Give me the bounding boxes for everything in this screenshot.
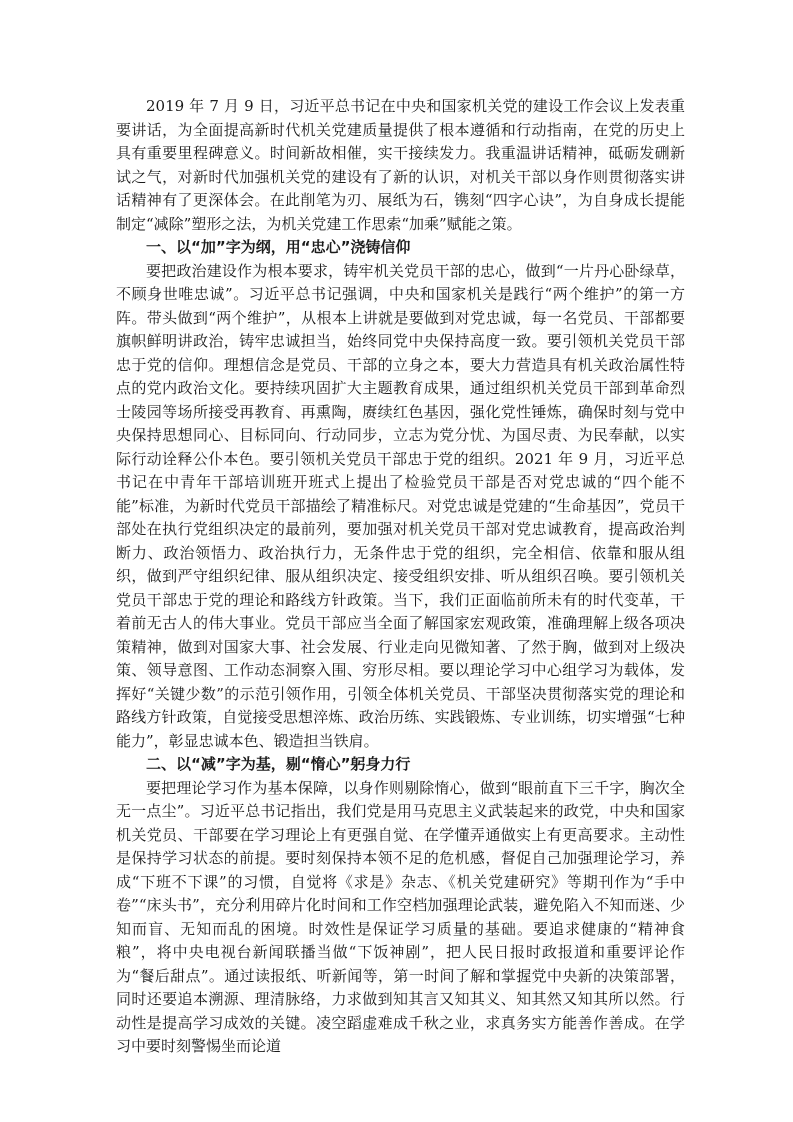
section-2-paragraph: 要把理论学习作为基本保障，以身作则剔除惰心，做到“眼前直下三千字，胸次全无一点尘”。习近平总书记指出，我们党是用马克思主义武装起来的政党，中央和国家机关党员、干部要在学习理论上有更强自觉、在学懂弄通做实上有更高要求。主动性是保持学习状态的前提。要时刻保持本领不足的危机感，督促自己加强理论学习，养成“下班不下课”的习惯，自觉将《求是》杂志、《机关党建研究》等期刊作为“手中卷”“床头书”，充分利用碎片化时间和工作空档加强理论武装，避免陷入不知而迷、少知而盲、无知而乱的困境。时效性是保证学习质量的基础。要追求健康的“精神食粮”，将中央电视台新闻联播当做“下饭神剧”，把人民日报时政报道和重要评论作为“餐后甜点”。通过读报纸、听新闻等，第一时间了解和掌握党中央新的决策部署，同时还要追本溯源、理清脉络，力求做到知其言又知其义、知其然又知其所以然。行动性是提高学习成效的关键。凌空蹈虚难成千秋之业，求真务实方能善作善成。在学习中要时刻警惕坐而论道	[116, 778, 685, 1055]
document-page	[116, 95, 685, 1059]
section-1-heading: 一、以“加”字为纲，用“忠心”浇铸信仰	[146, 238, 411, 256]
intro-paragraph: 2019 年 7 月 9 日，习近平总书记在中央和国家机关党的建设工作会议上发表重要讲话，为全面提高新时代机关党建质量提供了根本遵循和行动指南，在党的历史上具有重要里程碑意义。时间新故相催，实干接续发力。我重温讲话精神，砥砺发硎新试之气，对新时代加强机关党的建设有了新的认识，对机关干部以身作则贯彻落实讲话精神有了更深体会。在此削笔为刃、展纸为石，镌刻“四字心诀”，为自身成长提能制定“减除”塑形之法，为机关党建工作思索“加乘”赋能之策。	[116, 97, 685, 233]
section-2-heading: 二、以“减”字为基，剔“惰心”躬身力行	[146, 755, 411, 773]
section-1-paragraph: 要把政治建设作为根本要求，铸牢机关党员干部的忠心，做到“一片丹心卧绿草，不顾身世唯忠诚”。习近平总书记强调，中央和国家机关是践行“两个维护”的第一方阵。带头做到“两个维护”，从根本上讲就是要做到对党忠诚，每一名党员、干部都要旗帜鲜明讲政治，铸牢忠诚担当，始终同党中央保持高度一致。要引领机关党员干部忠于党的信仰。理想信念是党员、干部的立身之本，要大力营造具有机关政治属性特点的党内政治文化。要持续巩固扩大主题教育成果，通过组织机关党员干部到革命烈士陵园等场所接受再教育、再熏陶，赓续红色基因，强化党性锤炼，确保时刻与党中央保持思想同心、目标同向、行动同步，立志为党分忧、为国尽责、为民奉献，以实际行动诠释公仆本色。要引领机关党员干部忠于党的组织。2021 年 9 月，习近平总书记在中青年干部培训班开班式上提出了检验党员干部是否对党忠诚的“四个能不能”标准，为新时代党员干部描绘了精准标尺。对党忠诚是党建的“生命基因”，党员干部处在执行党组织决定的最前列，要加强对机关党员干部对党忠诚教育，提高政治判断力、政治领悟力、政治执行力，无条件忠于党的组织，完全相信、依靠和服从组织，做到严守组织纪律、服从组织决定、接受组织安排、听从组织召唤。要引领机关党员干部忠于党的理论和路线方针政策。当下，我们正面临前所未有的时代变革，干着前无古人的伟大事业。党员干部应当全面了解国家宏观政策，准确理解上级各项决策精神，做到对国家大事、社会发展、行业走向见微知著、了然于胸，做到对上级决策、领导意图、工作动态洞察入围、穷形尽相。要以理论学习中心组学习为载体，发挥好“关键少数”的示范引领作用，引领全体机关党员、干部坚决贯彻落实党的理论和路线方针政策，自觉接受思想淬炼、政治历练、实践锻炼、专业训练，切实增强“七种能力”，彰显忠诚本色、锻造担当铁肩。	[116, 261, 685, 750]
